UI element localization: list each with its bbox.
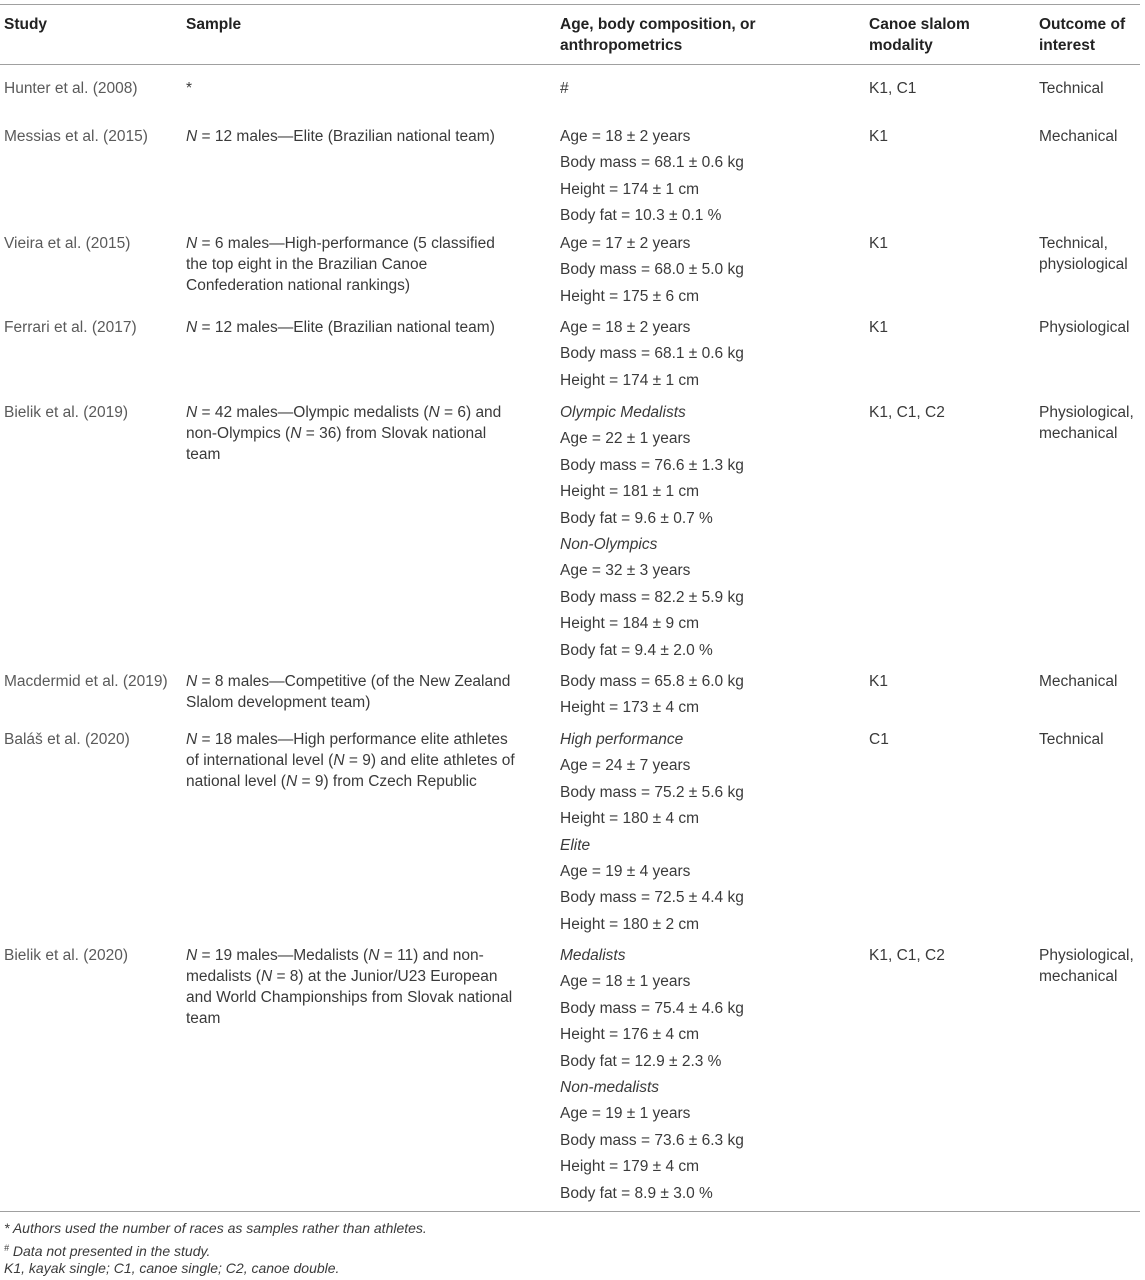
cell-study: Messias et al. (2015) — [4, 128, 148, 145]
table-bottom-rule — [0, 1211, 1140, 1212]
cell-sample: N = 8 males—Competitive (of the New Zealand Slalom development team) — [186, 673, 511, 711]
anthropometric-value: Body fat = 9.4 ± 2.0 % — [560, 641, 713, 659]
anthropometric-value: Height = 180 ± 2 cm — [560, 915, 700, 933]
subgroup-label: Olympic Medalists — [560, 404, 686, 421]
cell-anthropometrics — [560, 945, 850, 1209]
anthropometric-value: Body fat = 9.6 ± 0.7 % — [560, 509, 713, 527]
header-age: Age, body composition, or anthropometrics — [560, 16, 756, 54]
cell-modality: K1, C1, C2 — [869, 947, 945, 964]
cell-anthropometrics — [560, 78, 850, 104]
table-top-rule — [0, 4, 1140, 5]
anthropometric-value: Body mass = 76.6 ± 1.3 kg — [560, 456, 744, 474]
cell-modality: K1 — [869, 673, 888, 690]
cell-sample: N = 12 males—Elite (Brazilian national team) — [186, 319, 495, 336]
anthropometric-value: Body fat = 12.9 ± 2.3 % — [560, 1052, 722, 1070]
anthropometric-value: Age = 22 ± 1 years — [560, 430, 691, 448]
cell-study: Macdermid et al. (2019) — [4, 673, 168, 690]
cell-anthropometrics — [560, 402, 850, 666]
table-header-rule — [0, 64, 1140, 65]
footnote-star: * Authors used the number of races as samples rather than athletes. — [4, 1220, 427, 1236]
anthropometric-value: Body mass = 68.1 ± 0.6 kg — [560, 154, 744, 172]
cell-study: Bielik et al. (2020) — [4, 947, 129, 964]
cell-study: Bielik et al. (2019) — [4, 404, 129, 421]
anthropometric-value: Height = 173 ± 4 cm — [560, 699, 700, 717]
cell-anthropometrics — [560, 671, 850, 724]
anthropometric-value: Age = 24 ± 7 years — [560, 757, 691, 775]
anthropometric-value: Height = 179 ± 4 cm — [560, 1158, 700, 1176]
header-study: Study — [4, 16, 48, 33]
anthropometric-value: Age = 18 ± 2 years — [560, 319, 691, 336]
cell-sample: * — [186, 80, 193, 97]
cell-study: Ferrari et al. (2017) — [4, 319, 137, 336]
anthropometric-value: Age = 17 ± 2 years — [560, 235, 691, 252]
anthropometric-value: Height = 176 ± 4 cm — [560, 1026, 700, 1044]
anthropometric-value: # — [560, 80, 569, 97]
cell-modality: K1 — [869, 235, 888, 252]
cell-anthropometrics — [560, 126, 850, 232]
cell-sample: N = 42 males—Olympic medalists (N = 6) and non-Olympics (N = 36) from Slovak national team — [186, 404, 502, 463]
anthropometric-value: Body mass = 75.4 ± 4.6 kg — [560, 999, 744, 1017]
anthropometric-value: Height = 180 ± 4 cm — [560, 810, 700, 828]
cell-outcome: Mechanical — [1039, 128, 1118, 145]
anthropometric-value: Body mass = 68.1 ± 0.6 kg — [560, 345, 744, 363]
cell-study: Baláš et al. (2020) — [4, 731, 130, 748]
footnote-hash-text: Data not presented in the study. — [12, 1243, 211, 1259]
cell-study: Vieira et al. (2015) — [4, 235, 131, 252]
anthropometric-value: Height = 181 ± 1 cm — [560, 483, 700, 501]
anthropometric-value: Age = 18 ± 1 years — [560, 973, 691, 991]
cell-sample: N = 6 males—High-performance (5 classified the top eight in the Brazilian Canoe Confederation national rankings) — [186, 235, 495, 294]
subgroup-label: High performance — [560, 731, 684, 748]
anthropometric-value: Height = 175 ± 6 cm — [560, 287, 700, 305]
subgroup-label: Medalists — [560, 947, 626, 964]
anthropometric-value: Age = 18 ± 2 years — [560, 128, 691, 145]
subgroup-label: Non-medalists — [560, 1078, 660, 1096]
cell-outcome: Technical — [1039, 80, 1104, 97]
cell-modality: K1 — [869, 319, 888, 336]
cell-sample: N = 19 males—Medalists (N = 11) and non-medalists (N = 8) at the Junior/U23 European and World Championships from Slovak national team — [186, 947, 513, 1027]
anthropometric-value: Height = 174 ± 1 cm — [560, 371, 700, 389]
anthropometric-value: Body mass = 72.5 ± 4.4 kg — [560, 889, 744, 907]
anthropometric-value: Body mass = 65.8 ± 6.0 kg — [560, 673, 744, 690]
footnote-hash-mark: # — [4, 1243, 10, 1253]
header-modality: Canoe slalom modality — [869, 16, 970, 54]
anthropometric-value: Body mass = 73.6 ± 6.3 kg — [560, 1131, 744, 1149]
cell-outcome: Physiological, mechanical — [1039, 947, 1134, 985]
cell-anthropometrics — [560, 233, 850, 312]
anthropometric-value: Height = 184 ± 9 cm — [560, 615, 700, 633]
anthropometric-value: Age = 32 ± 3 years — [560, 562, 691, 580]
anthropometric-value: Body mass = 75.2 ± 5.6 kg — [560, 783, 744, 801]
subgroup-label: Elite — [560, 836, 591, 854]
anthropometric-value: Height = 174 ± 1 cm — [560, 180, 700, 198]
cell-outcome: Mechanical — [1039, 673, 1118, 690]
subgroup-label: Non-Olympics — [560, 535, 658, 553]
cell-outcome: Physiological, mechanical — [1039, 404, 1134, 442]
cell-sample: N = 12 males—Elite (Brazilian national team) — [186, 128, 495, 145]
cell-modality: C1 — [869, 731, 889, 748]
anthropometric-value: Body mass = 82.2 ± 5.9 kg — [560, 588, 744, 606]
cell-anthropometrics — [560, 729, 850, 940]
anthropometric-value: Body mass = 68.0 ± 5.0 kg — [560, 261, 744, 279]
header-sample: Sample — [186, 16, 242, 33]
anthropometric-value: Age = 19 ± 4 years — [560, 862, 691, 880]
anthropometric-value: Body fat = 10.3 ± 0.1 % — [560, 207, 722, 225]
anthropometric-value: Age = 19 ± 1 years — [560, 1105, 691, 1123]
cell-modality: K1, C1, C2 — [869, 404, 945, 421]
cell-sample: N = 18 males—High performance elite athletes of international level (N = 9) and elite athletes of national level (N = 9) from Czech Republic — [186, 731, 515, 790]
cell-study: Hunter et al. (2008) — [4, 80, 138, 97]
cell-modality: K1, C1 — [869, 80, 917, 97]
cell-outcome: Technical, physiological — [1039, 235, 1128, 273]
cell-outcome: Technical — [1039, 731, 1104, 748]
cell-outcome: Physiological — [1039, 319, 1130, 336]
anthropometric-value: Body fat = 8.9 ± 3.0 % — [560, 1184, 713, 1202]
footnote-abbreviations: K1, kayak single; C1, canoe single; C2, canoe double. — [4, 1260, 340, 1276]
header-outcome: Outcome of interest — [1039, 16, 1126, 54]
cell-modality: K1 — [869, 128, 888, 145]
cell-anthropometrics — [560, 317, 850, 396]
